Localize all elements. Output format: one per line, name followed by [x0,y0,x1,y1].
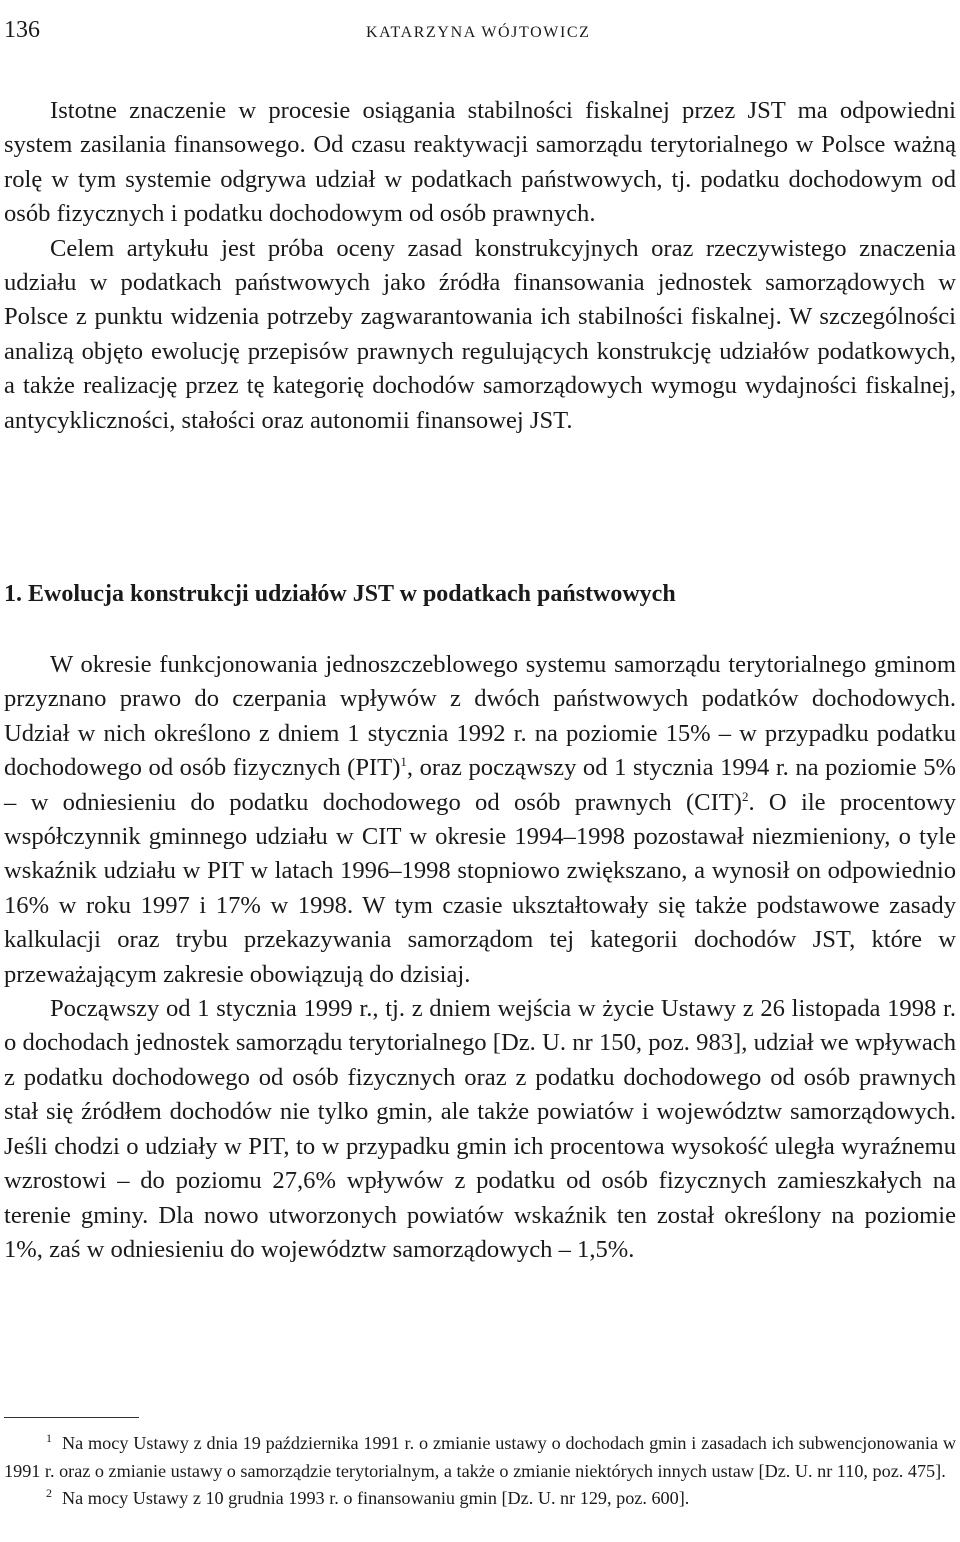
footnote-reference-2[interactable]: 2 [741,788,749,804]
footnote-2-text: Na mocy Ustawy z 10 grudnia 1993 r. o finansowaniu gmin [Dz. U. nr 129, poz. 600]. [62,1488,690,1509]
footnote-separator [4,1417,139,1418]
section-paragraph-1-part-1: W okresie funkcjonowania jednoszczeblowego systemu samorządu terytorialnego gminom przyznano prawo do czerpania wpływów z dwóch państwowych podatków dochodowych. Udział w nich określono z dniem 1 stycznia 1992 r. na poziomie 15% – w przypadku podatku dochodowego od osób fizycznych (PIT) [4,651,956,782]
page-number: 136 [4,17,40,43]
section-paragraph-2: Począwszy od 1 stycznia 1999 r., tj. z dniem wejścia w życie Ustawy z 26 listopada 1998 r. o dochodach jednostek samorządu terytorialnego [Dz. U. nr 150, poz. 983], udział we wpływach z podatku dochodowego od osób fizycznych oraz z podatku dochodowego od osób prawnych stał się źródłem dochodów nie tylko gmin, ale także powiatów i województw samorządowych. Jeśli chodzi o udziały w PIT, to w przypadku gmin ich procentowa wysokość uległa wyraźnemu wzrostowi – do poziomu 27,6% wpływów z podatku od osób fizycznych zamieszkałych na terenie gminy. Dla nowo utworzonych powiatów wskaźnik ten został określony na poziomie 1%, zaś w odniesieniu do województw samorządowych – 1,5%. [4,995,956,1263]
section-heading: 1. Ewolucja konstrukcji udziałów JST w podatkach państwowych [4,581,676,607]
running-head-author: KATARZYNA WÓJTOWICZ [366,24,591,41]
footnote-reference-1[interactable]: 1 [400,754,407,770]
footnote-1-text: Na mocy Ustawy z dnia 19 października 1991 r. o zmianie ustawy o dochodach gmin i zasadach ich subwencjonowania w 1991 r. oraz o zmianie ustawy o samorządzie terytorialnym, a także o zmianie niektórych innych ustaw [Dz. U. nr 110, poz. 475]. [4,1433,956,1481]
footnote-1-mark: 1 [46,1430,52,1445]
section-paragraph-1-part-2: , oraz począwszy od 1 stycznia 1994 r. na poziomie 5% – w odniesieniu do podatku dochodowego od osób prawnych (CIT) [4,754,956,816]
section-paragraph-1-part-3: . O ile procentowy współczynnik gminnego udziału w CIT w okresie 1994–1998 pozostawał niezmieniony, o tyle wskaźnik udziału w PIT w latach 1996–1998 stopniowo zwiększano, a wynosił on odpowiednio 16% w roku 1997 i 17% w 1998. W tym czasie ukształtowały się także podstawowe zasady kalkulacji oraz trybu przekazywania samorządom tej kategorii dochodów JST, które w przeważającym zakresie obowiązują do dzisiaj. [4,788,956,988]
footnotes [4,1430,956,1513]
page-header [4,14,960,44]
section-paragraph-1 [4,648,956,992]
intro-paragraph-2: Celem artykułu jest próba oceny zasad konstrukcyjnych oraz rzeczywistego znaczenia udziału w podatkach państwowych jako źródła finansowania jednostek samorządowych w Polsce z punktu widzenia potrzeby zagwarantowania ich stabilności fiskalnej. W szczególności analizą objęto ewolucję przepisów prawnych regulujących konstrukcję udziałów podatkowych, a także realizację przez tę kategorię dochodów samorządowych wymogu wydajności fiskalnej, antycykliczności, stałości oraz autonomii finansowej JST. [4,234,956,434]
introduction [4,94,956,438]
footnote-2 [4,1485,956,1513]
footnote-1 [4,1430,956,1485]
footnote-2-mark: 2 [46,1486,52,1501]
intro-paragraph-1: Istotne znaczenie w procesie osiągania stabilności fiskalnej przez JST ma odpowiedni system zasilania finansowego. Od czasu reaktywacji samorządu terytorialnego w Polsce ważną rolę w tym systemie odgrywa udział w podatkach państwowych, tj. podatku dochodowym od osób fizycznych i podatku dochodowym od osób prawnych. [4,97,956,228]
section-1 [4,576,956,1267]
